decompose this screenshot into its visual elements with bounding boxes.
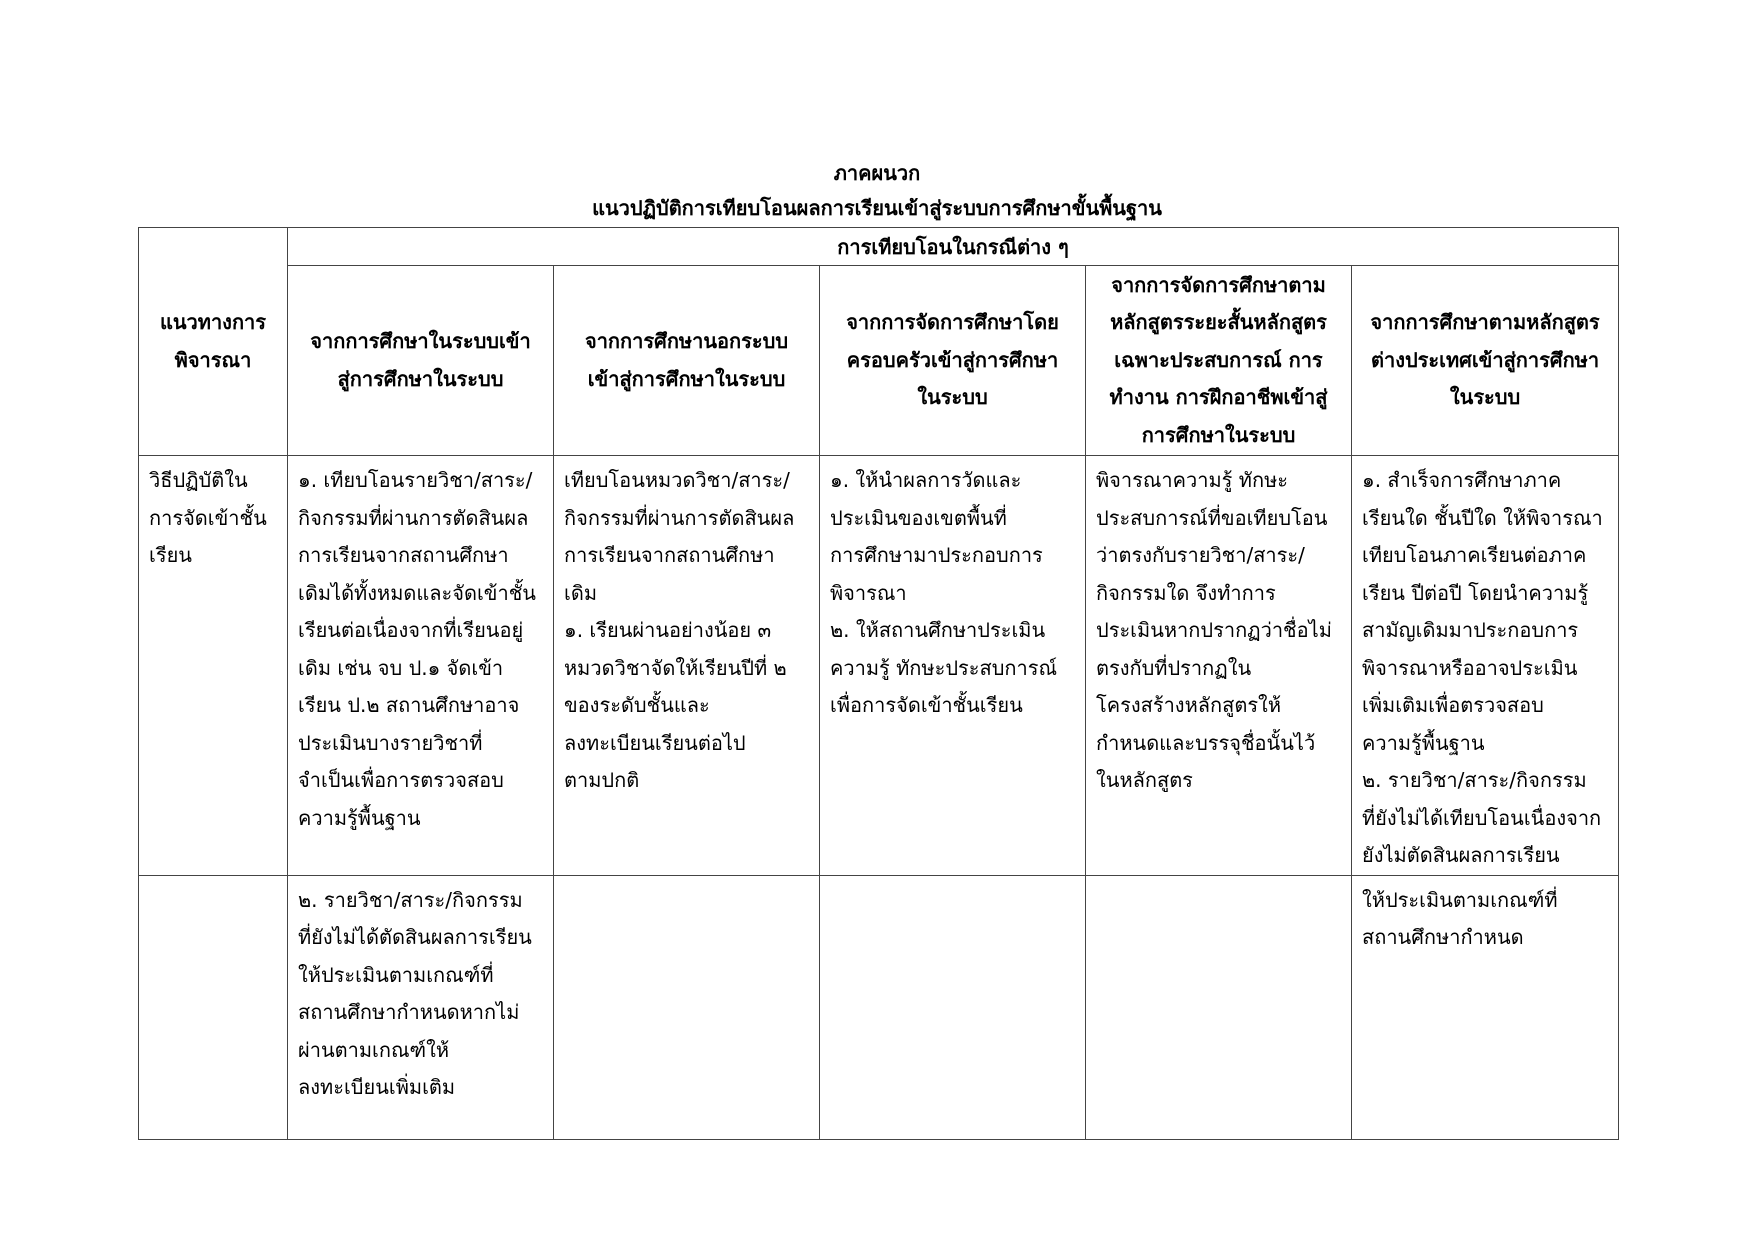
cell-text: ให้ประเมินตามเกณฑ์ที่ สถานศึกษากำหนด bbox=[1362, 887, 1558, 949]
column-header: จากการจัดการศึกษาตาม หลักสูตรระยะสั้นหลักสูตร เฉพาะประสบการณ์ การ ทำงาน การฝึกอาชีพเข้าสู่ การศึกษาในระบบ bbox=[1109, 272, 1328, 447]
row-label: วิธีปฏิบัติใน การจัดเข้าชั้น เรียน bbox=[149, 468, 267, 567]
column-header-cell bbox=[288, 266, 554, 456]
column-header-cell bbox=[1086, 266, 1352, 456]
column-header-row bbox=[139, 266, 1619, 456]
group-header: การเทียบโอนในกรณีต่าง ๆ bbox=[837, 234, 1069, 259]
table-cell bbox=[288, 875, 554, 1139]
column-header-cell bbox=[1352, 266, 1619, 456]
column-header-cell bbox=[820, 266, 1086, 456]
cell-text: ๑. เทียบโอนรายวิชา/สาระ/ กิจกรรมที่ผ่านการตัดสินผล การเรียนจากสถานศึกษา เดิมได้ทั้งหมดและจัดเข้าชั้น เรียนต่อเนื่องจากที่เรียนอยู่ เดิม เช่น จบ ป.๑ จัดเข้า เรียน ป.๒ สถานศึกษาอาจ ประเมินบางรายวิชาที่ จำเป็นเพื่อการตรวจสอบ ความรู้พื้นฐาน bbox=[298, 468, 536, 830]
row-label bbox=[139, 876, 287, 882]
cell-text: พิจารณาความรู้ ทักษะ ประสบการณ์ที่ขอเทียบโอน ว่าตรงกับรายวิชา/สาระ/ กิจกรรมใด จึงทำการ ประเมินหากปรากฏว่าชื่อไม่ ตรงกับที่ปรากฏใน โครงสร้างหลักสูตรให้ กำหนดและบรรจุชื่อนั้นไว้ ในหลักสูตร bbox=[1096, 468, 1332, 792]
table-row bbox=[139, 875, 1619, 1139]
cell-text bbox=[820, 876, 1085, 882]
table-cell bbox=[554, 456, 820, 876]
table-cell bbox=[554, 875, 820, 1139]
column-header-cell bbox=[554, 266, 820, 456]
row-label-cell bbox=[139, 875, 288, 1139]
table-cell bbox=[288, 456, 554, 876]
group-header-cell bbox=[288, 228, 1619, 266]
cell-text: ๑. สำเร็จการศึกษาภาค เรียนใด ชั้นปีใด ให้พิจารณา เทียบโอนภาคเรียนต่อภาค เรียน ปีต่อปี โดยนำความรู้ สามัญเดิมมาประกอบการ พิจารณาหรืออาจประเมิน เพิ่มเติมเพื่อตรวจสอบ ความรู้พื้นฐาน ๒. รายวิชา/สาระ/กิจกรรม ที่ยังไม่ได้เทียบโอนเนื่องจาก ยังไม่ตัดสินผลการเรียน bbox=[1362, 468, 1603, 867]
cell-text bbox=[1086, 876, 1351, 882]
column-header: จากการศึกษาตามหลักสูตร ต่างประเทศเข้าสู่การศึกษา ในระบบ bbox=[1370, 310, 1600, 410]
cell-text: ๑. ให้นำผลการวัดและ ประเมินของเขตพื้นที่ การศึกษามาประกอบการ พิจารณา ๒. ให้สถานศึกษาประเมิน ความรู้ ทักษะประสบการณ์ เพื่อการจัดเข้าชั้นเรียน bbox=[830, 468, 1058, 717]
row-header-label: แนวทางการ พิจารณา bbox=[159, 310, 267, 372]
table-cell bbox=[820, 875, 1086, 1139]
table-cell bbox=[1352, 456, 1619, 876]
document-title: ภาคผนวก bbox=[833, 161, 921, 185]
document-subtitle: แนวปฏิบัติการเทียบโอนผลการเรียนเข้าสู่ระบบการศึกษาขั้นพื้นฐาน bbox=[592, 196, 1162, 220]
table-cell bbox=[1352, 875, 1619, 1139]
cell-text: ๒. รายวิชา/สาระ/กิจกรรม ที่ยังไม่ได้ตัดสินผลการเรียน ให้ประเมินตามเกณฑ์ที่ สถานศึกษากำหนดหากไม่ ผ่านตามเกณฑ์ให้ ลงทะเบียนเพิ่มเติม bbox=[298, 887, 532, 1099]
cell-text: เทียบโอนหมวดวิชา/สาระ/ กิจกรรมที่ผ่านการตัดสินผล การเรียนจากสถานศึกษา เดิม ๑. เรียนผ่านอย่างน้อย ๓ หมวดวิชาจัดให้เรียนปีที่ ๒ ของระดับชั้นและ ลงทะเบียนเรียนต่อไป ตามปกติ bbox=[564, 468, 795, 792]
column-header: จากการจัดการศึกษาโดย ครอบครัวเข้าสู่การศึกษา ในระบบ bbox=[846, 310, 1059, 410]
table-row bbox=[139, 456, 1619, 876]
table-cell bbox=[1086, 875, 1352, 1139]
cell-text bbox=[554, 876, 819, 882]
row-header-label-cell bbox=[139, 228, 288, 456]
column-header: จากการศึกษานอกระบบ เข้าสู่การศึกษาในระบบ bbox=[584, 329, 789, 391]
table-header-row bbox=[139, 228, 1619, 266]
table-cell bbox=[820, 456, 1086, 876]
row-label-cell bbox=[139, 456, 288, 876]
table-cell bbox=[1086, 456, 1352, 876]
transfer-guidelines-table bbox=[138, 227, 1619, 1140]
column-header: จากการศึกษาในระบบเข้า สู่การศึกษาในระบบ bbox=[310, 329, 531, 391]
